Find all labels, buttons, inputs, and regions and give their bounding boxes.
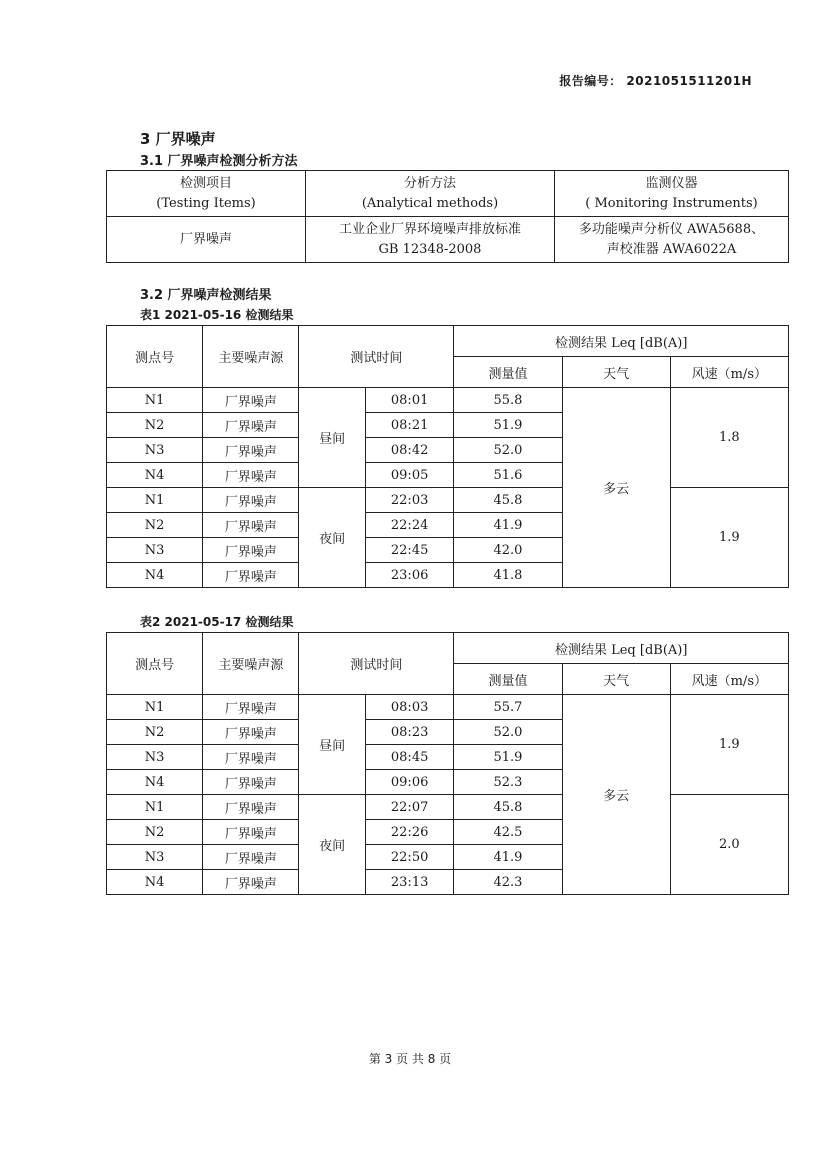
header-wind: 风速（m/s） (670, 664, 788, 695)
value-cell: 51.6 (454, 463, 562, 488)
method-line-2: GB 12348-2008 (378, 241, 482, 257)
source-cell: 厂界噪声 (203, 870, 299, 895)
table-row (107, 695, 789, 720)
point-cell: N1 (107, 388, 203, 413)
table-row (107, 388, 789, 413)
time-cell: 22:26 (365, 820, 454, 845)
point-cell: N1 (107, 795, 203, 820)
method-instrument (555, 217, 789, 263)
source-cell: 厂界噪声 (203, 438, 299, 463)
value-cell: 41.9 (454, 845, 562, 870)
header-result: 检测结果 Leq [dB(A)] (454, 633, 789, 664)
results-table-2 (106, 632, 789, 895)
header-source: 主要噪声源 (203, 633, 299, 695)
wind-night-cell: 2.0 (670, 795, 788, 895)
section-3-1-title: 3.1 厂界噪声检测分析方法 (140, 154, 298, 169)
value-cell: 55.7 (454, 695, 562, 720)
value-cell: 42.0 (454, 538, 562, 563)
instrument-line-2: 声校准器 AWA6022A (606, 241, 737, 257)
point-cell: N2 (107, 513, 203, 538)
time-cell: 22:24 (365, 513, 454, 538)
time-cell: 08:42 (365, 438, 454, 463)
header-time: 测试时间 (299, 633, 454, 695)
value-cell: 42.5 (454, 820, 562, 845)
wind-day-cell: 1.8 (670, 388, 788, 488)
source-cell: 厂界噪声 (203, 538, 299, 563)
method-item: 厂界噪声 (107, 217, 306, 263)
time-cell: 09:05 (365, 463, 454, 488)
value-cell: 42.3 (454, 870, 562, 895)
source-cell: 厂界噪声 (203, 413, 299, 438)
table2-caption: 表2 2021-05-17 检测结果 (140, 615, 294, 629)
point-cell: N2 (107, 413, 203, 438)
header-en: (Testing Items) (156, 195, 256, 211)
header-wind: 风速（m/s） (670, 357, 788, 388)
header-analytical-methods (306, 171, 555, 217)
point-cell: N4 (107, 463, 203, 488)
header-testing-items (107, 171, 306, 217)
time-cell: 08:21 (365, 413, 454, 438)
page-footer: 第 3 页 共 8 页 (368, 1052, 452, 1066)
header-source: 主要噪声源 (203, 326, 299, 388)
time-cell: 08:03 (365, 695, 454, 720)
table1-caption: 表1 2021-05-16 检测结果 (140, 308, 294, 322)
table-row (107, 795, 789, 820)
wind-night-cell: 1.9 (670, 488, 788, 588)
report-number: 报告编号： 2021051511201H (559, 74, 752, 88)
time-cell: 23:13 (365, 870, 454, 895)
value-cell: 52.0 (454, 438, 562, 463)
instrument-line-1: 多功能噪声分析仪 AWA5688、 (578, 221, 765, 237)
period-day: 昼间 (299, 388, 365, 488)
value-cell: 45.8 (454, 795, 562, 820)
point-cell: N4 (107, 870, 203, 895)
header-row (107, 633, 789, 664)
source-cell: 厂界噪声 (203, 488, 299, 513)
header-cn: 监测仪器 (645, 175, 698, 191)
source-cell: 厂界噪声 (203, 388, 299, 413)
point-cell: N3 (107, 538, 203, 563)
header-weather: 天气 (562, 357, 670, 388)
source-cell: 厂界噪声 (203, 463, 299, 488)
time-cell: 22:03 (365, 488, 454, 513)
wind-day-cell: 1.9 (670, 695, 788, 795)
method-table-header-row (107, 171, 789, 217)
value-cell: 51.9 (454, 745, 562, 770)
point-cell: N3 (107, 845, 203, 870)
value-cell: 52.0 (454, 720, 562, 745)
header-en: (Analytical methods) (361, 195, 499, 211)
header-time: 测试时间 (299, 326, 454, 388)
header-row (107, 326, 789, 357)
value-cell: 41.8 (454, 563, 562, 588)
value-cell: 51.9 (454, 413, 562, 438)
results-table-1 (106, 325, 789, 588)
method-line-1: 工业企业厂界环境噪声排放标准 (338, 221, 521, 237)
header-measured: 测量值 (454, 357, 562, 388)
time-cell: 08:01 (365, 388, 454, 413)
point-cell: N1 (107, 695, 203, 720)
source-cell: 厂界噪声 (203, 770, 299, 795)
header-weather: 天气 (562, 664, 670, 695)
weather-cell: 多云 (562, 695, 670, 895)
time-cell: 22:45 (365, 538, 454, 563)
time-cell: 22:50 (365, 845, 454, 870)
value-cell: 45.8 (454, 488, 562, 513)
header-en: ( Monitoring Instruments) (585, 195, 758, 211)
header-measured: 测量值 (454, 664, 562, 695)
point-cell: N3 (107, 745, 203, 770)
source-cell: 厂界噪声 (203, 720, 299, 745)
source-cell: 厂界噪声 (203, 563, 299, 588)
source-cell: 厂界噪声 (203, 513, 299, 538)
time-cell: 08:45 (365, 745, 454, 770)
source-cell: 厂界噪声 (203, 795, 299, 820)
method-table-row (107, 217, 789, 263)
point-cell: N4 (107, 770, 203, 795)
point-cell: N4 (107, 563, 203, 588)
header-point: 测点号 (107, 633, 203, 695)
point-cell: N2 (107, 720, 203, 745)
source-cell: 厂界噪声 (203, 695, 299, 720)
source-cell: 厂界噪声 (203, 820, 299, 845)
period-day: 昼间 (299, 695, 365, 795)
header-monitoring-instruments (555, 171, 789, 217)
source-cell: 厂界噪声 (203, 845, 299, 870)
section-3-2-title: 3.2 厂界噪声检测结果 (140, 288, 272, 303)
weather-cell: 多云 (562, 388, 670, 588)
value-cell: 41.9 (454, 513, 562, 538)
time-cell: 08:23 (365, 720, 454, 745)
period-night: 夜间 (299, 795, 365, 895)
header-cn: 检测项目 (179, 175, 232, 191)
point-cell: N2 (107, 820, 203, 845)
point-cell: N1 (107, 488, 203, 513)
time-cell: 23:06 (365, 563, 454, 588)
source-cell: 厂界噪声 (203, 745, 299, 770)
table-row (107, 488, 789, 513)
section-3-title: 3 厂界噪声 (140, 130, 216, 148)
method-table (106, 170, 789, 263)
header-result: 检测结果 Leq [dB(A)] (454, 326, 789, 357)
point-cell: N3 (107, 438, 203, 463)
time-cell: 22:07 (365, 795, 454, 820)
value-cell: 52.3 (454, 770, 562, 795)
header-cn: 分析方法 (403, 175, 456, 191)
value-cell: 55.8 (454, 388, 562, 413)
header-point: 测点号 (107, 326, 203, 388)
time-cell: 09:06 (365, 770, 454, 795)
method-standard (306, 217, 555, 263)
period-night: 夜间 (299, 488, 365, 588)
